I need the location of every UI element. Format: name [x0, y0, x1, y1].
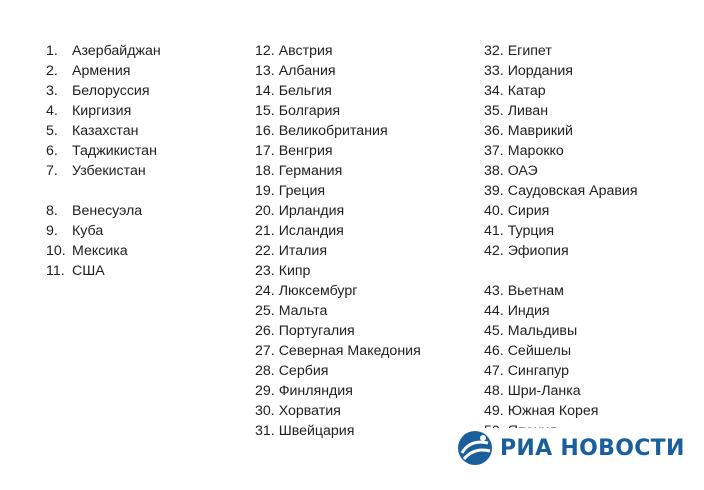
country-list-item: [484, 321, 638, 341]
country-name: Северная Македония: [278, 343, 421, 359]
country-list-item: [484, 61, 638, 81]
country-list-item: [484, 361, 638, 381]
country-name: Хорватия: [278, 403, 341, 419]
country-name: Исландия: [278, 223, 344, 239]
country-name: Великобритания: [278, 123, 388, 139]
country-list-item: [255, 101, 421, 121]
country-name: Белоруссия: [72, 83, 150, 99]
country-name: Албания: [278, 63, 336, 79]
country-name: Маврикий: [507, 123, 573, 139]
country-name: Иордания: [507, 63, 573, 79]
list-item-number: 26.: [255, 323, 275, 339]
country-name: Казахстан: [72, 123, 139, 139]
list-item-number: 45.: [484, 323, 504, 339]
country-name: Ирландия: [278, 203, 345, 219]
ria-novosti-logo: [456, 428, 686, 468]
country-name: ОАЭ: [507, 163, 538, 179]
list-item-number: 3.: [46, 83, 58, 99]
country-list-item: [255, 301, 421, 321]
list-item-number: 37.: [484, 143, 504, 159]
country-list-item: [255, 361, 421, 381]
country-name: Германия: [278, 163, 343, 179]
country-name: Саудовская Аравия: [507, 183, 638, 199]
country-list-item: [484, 181, 638, 201]
list-item-number: 38.: [484, 163, 504, 179]
country-list-item: [484, 381, 638, 401]
country-name: Армения: [72, 63, 131, 79]
country-name: Эфиопия: [507, 243, 569, 259]
country-name: Мальдивы: [507, 323, 578, 339]
country-list-item: [255, 401, 421, 421]
country-list-item: [255, 381, 421, 401]
country-list-item: [46, 221, 161, 241]
country-column-1: [46, 41, 161, 281]
list-item-number: 11.: [46, 263, 65, 279]
country-name: Ливан: [507, 103, 549, 119]
list-item-number: 33.: [484, 63, 504, 79]
country-list-item: [484, 301, 638, 321]
list-item-number: 40.: [484, 203, 504, 219]
list-item-number: 6.: [46, 143, 58, 159]
country-list-item: [484, 81, 638, 101]
list-item-number: 42.: [484, 243, 504, 259]
list-item-number: 23.: [255, 263, 275, 279]
country-list-item: [46, 41, 161, 61]
country-list-item: [255, 61, 421, 81]
country-list-item: [255, 161, 421, 181]
country-list-item: [255, 41, 421, 61]
country-name: Венгрия: [278, 143, 333, 159]
country-name: Индия: [507, 303, 550, 319]
list-item-number: 41.: [484, 223, 504, 239]
list-item-number: 21.: [255, 223, 275, 239]
country-list-item: [255, 81, 421, 101]
list-item-number: 48.: [484, 383, 504, 399]
country-name: Греция: [278, 183, 326, 199]
country-list-item: [484, 241, 638, 261]
list-item-number: 46.: [484, 343, 504, 359]
country-list-item: [46, 241, 161, 261]
country-list-item: [484, 281, 638, 301]
country-list-item: [255, 121, 421, 141]
country-list-item: [484, 221, 638, 241]
country-list-item: [255, 261, 421, 281]
country-name: Турция: [507, 223, 555, 239]
country-name: Сейшелы: [507, 343, 572, 359]
list-item-number: 8.: [46, 203, 58, 219]
list-item-number: 32.: [484, 43, 504, 59]
list-item-number: 18.: [255, 163, 275, 179]
country-list-item: [255, 181, 421, 201]
country-name: Узбекистан: [72, 163, 146, 179]
country-name: Сингапур: [507, 363, 569, 379]
country-name: Финляндия: [278, 383, 353, 399]
group-spacer: [484, 261, 638, 281]
country-list-item: [484, 41, 638, 61]
country-name: Азербайджан: [72, 43, 161, 59]
country-list-item: [484, 401, 638, 421]
country-list-item: [484, 161, 638, 181]
list-item-number: 10.: [46, 243, 66, 259]
country-name: Таджикистан: [72, 143, 157, 159]
list-item-number: 16.: [255, 123, 275, 139]
country-list-item: [484, 141, 638, 161]
list-item-number: 47.: [484, 363, 504, 379]
list-item-number: 39.: [484, 183, 504, 199]
country-name: Шри-Ланка: [507, 383, 581, 399]
list-item-number: 4.: [46, 103, 58, 119]
list-item-number: 7.: [46, 163, 58, 179]
country-list-item: [255, 281, 421, 301]
country-list-item: [484, 341, 638, 361]
country-list-item: [255, 141, 421, 161]
list-item-number: 36.: [484, 123, 504, 139]
country-name: Болгария: [278, 103, 341, 119]
country-name: Киргизия: [72, 103, 132, 119]
list-item-number: 17.: [255, 143, 275, 159]
country-column-3: [484, 41, 638, 441]
list-item-number: 2.: [46, 63, 58, 79]
list-item-number: 27.: [255, 343, 275, 359]
country-name: Кипр: [278, 263, 311, 279]
country-list-item: [46, 101, 161, 121]
list-item-number: 30.: [255, 403, 275, 419]
country-list-item: [46, 201, 161, 221]
country-list-item: [46, 121, 161, 141]
list-item-number: 35.: [484, 103, 504, 119]
country-name: Египет: [507, 43, 552, 59]
country-list-item: [255, 321, 421, 341]
country-name: Вьетнам: [507, 283, 564, 299]
list-item-number: 9.: [46, 223, 58, 239]
country-list-item: [46, 61, 161, 81]
country-column-2: [255, 41, 421, 441]
country-name: Люксембург: [278, 283, 358, 299]
list-item-number: 22.: [255, 243, 275, 259]
country-list-item: [484, 121, 638, 141]
country-list-item: [255, 241, 421, 261]
list-item-number: 24.: [255, 283, 275, 299]
list-item-number: 15.: [255, 103, 275, 119]
list-item-number: 14.: [255, 83, 275, 99]
country-name: Марокко: [507, 143, 564, 159]
list-item-number: 34.: [484, 83, 504, 99]
list-item-number: 5.: [46, 123, 58, 139]
ria-globe-icon: [456, 429, 494, 467]
country-name: Южная Корея: [507, 403, 599, 419]
country-list-item: [255, 341, 421, 361]
country-name: Катар: [507, 83, 546, 99]
list-item-number: 12.: [255, 43, 275, 59]
country-name: Мальта: [278, 303, 328, 319]
country-list-item: [46, 161, 161, 181]
country-list-item: [46, 81, 161, 101]
list-item-number: 28.: [255, 363, 275, 379]
country-name: Куба: [72, 223, 104, 239]
list-item-number: 19.: [255, 183, 275, 199]
country-list-item: [484, 201, 638, 221]
country-list-item: [46, 141, 161, 161]
country-name: США: [72, 263, 105, 279]
country-name: Сирия: [507, 203, 550, 219]
list-item-number: 49.: [484, 403, 504, 419]
list-item-number: 44.: [484, 303, 504, 319]
country-name: Австрия: [278, 43, 333, 59]
list-item-number: 13.: [255, 63, 275, 79]
country-name: Бельгия: [278, 83, 332, 99]
country-name: Португалия: [278, 323, 355, 339]
list-item-number: 25.: [255, 303, 275, 319]
logo-text: РИА НОВОСТИ: [500, 435, 685, 461]
country-name: Сербия: [278, 363, 329, 379]
list-item-number: 31.: [255, 423, 275, 439]
country-list-item: [255, 421, 421, 441]
list-item-number: 20.: [255, 203, 275, 219]
list-item-number: 43.: [484, 283, 504, 299]
country-list-item: [255, 221, 421, 241]
country-list-item: [255, 201, 421, 221]
country-list-item: [46, 261, 161, 281]
list-item-number: 1.: [46, 43, 58, 59]
country-list-item: [484, 101, 638, 121]
country-name: Венесуэла: [72, 203, 143, 219]
country-name: Италия: [278, 243, 327, 259]
country-name: Швейцария: [278, 423, 355, 439]
country-name: Мексика: [72, 243, 128, 259]
group-spacer: [46, 181, 161, 201]
list-item-number: 29.: [255, 383, 275, 399]
